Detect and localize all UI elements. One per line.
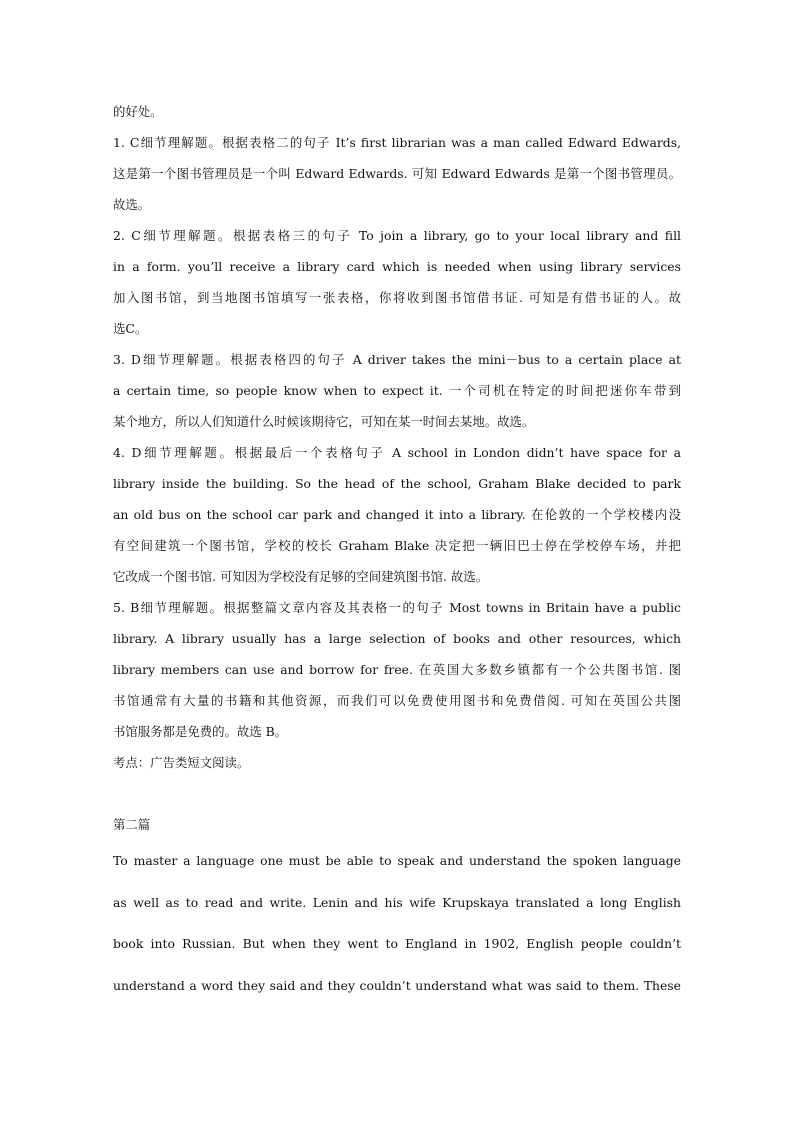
section-gap — [113, 778, 681, 809]
text-line: in a form. you’ll receive a library card which is needed when using library services — [113, 259, 681, 274]
text-line: 考点：广告类短文阅读。 — [113, 755, 250, 770]
answer-explanations — [113, 96, 681, 778]
text-line: as well as to read and write. Lenin and his wife Krupskaya translated a long English — [113, 894, 681, 910]
text-line: a certain time, so people know when to expect it. 一个司机在特定的时间把迷你车带到 — [113, 383, 681, 398]
text-line: 它改成一个图书馆. 可知因为学校没有足够的空间建筑图书馆. 故选。 — [113, 569, 489, 584]
text-line: 选C。 — [113, 321, 148, 336]
text-line: 某个地方，所以人们知道什么时候该期待它，可知在某一时间去某地。故选。 — [113, 414, 535, 429]
text-line: 书馆通常有大量的书籍和其他资源，而我们可以免费使用图书和免费借阅. 可知在英国公共图 — [113, 693, 681, 708]
text-line: To master a language one must be able to speak and understand the spoken language — [113, 853, 681, 868]
passage-two — [113, 840, 681, 1006]
text-line: library inside the building. So the head of the school, Graham Blake decided to park — [113, 476, 681, 491]
text-line: 有空间建筑一个图书馆，学校的校长 Graham Blake 决定把一辆旧巴士停在学校停车场，并把 — [113, 538, 681, 553]
text-line: understand a word they said and they couldn’t understand what was said to them. These — [113, 977, 681, 993]
text-line: 故选。 — [113, 197, 151, 212]
text-line: 3. D细节理解题。根据表格四的句子 A driver takes the mini－bus to a certain place at — [113, 352, 681, 367]
section-heading: 第二篇 — [113, 817, 151, 832]
text-line: 1. C细节理解题。根据表格二的句子 It’s first librarian was a man called Edward Edwards, — [113, 135, 681, 150]
text-line: 的好处。 — [113, 104, 163, 119]
text-line: 2. C细节理解题。根据表格三的句子 To join a library, go to your local library and fill — [113, 228, 681, 243]
text-line: 5. B细节理解题。根据整篇文章内容及其表格一的句子 Most towns in Britain have a public — [113, 600, 681, 615]
text-line: an old bus on the school car park and changed it into a library. 在伦敦的一个学校楼内没 — [113, 507, 681, 522]
text-line: 书馆服务都是免费的。故选 B。 — [113, 724, 288, 739]
text-line: 4. D细节理解题。根据最后一个表格句子 A school in London didn’t have space for a — [113, 445, 681, 460]
text-line: 加入图书馆，到当地图书馆填写一张表格，你将收到图书馆借书证. 可知是有借书证的人。故 — [113, 290, 681, 305]
text-line: library. A library usually has a large selection of books and other resources, which — [113, 631, 681, 646]
text-line: book into Russian. But when they went to England in 1902, English people couldn’t — [113, 936, 681, 951]
text-line: 这是第一个图书管理员是一个叫 Edward Edwards. 可知 Edward Edwards 是第一个图书管理员。 — [113, 166, 681, 181]
document-page — [113, 96, 681, 1006]
text-line: library members can use and borrow for free. 在英国大多数乡镇都有一个公共图书馆. 图 — [113, 662, 681, 677]
